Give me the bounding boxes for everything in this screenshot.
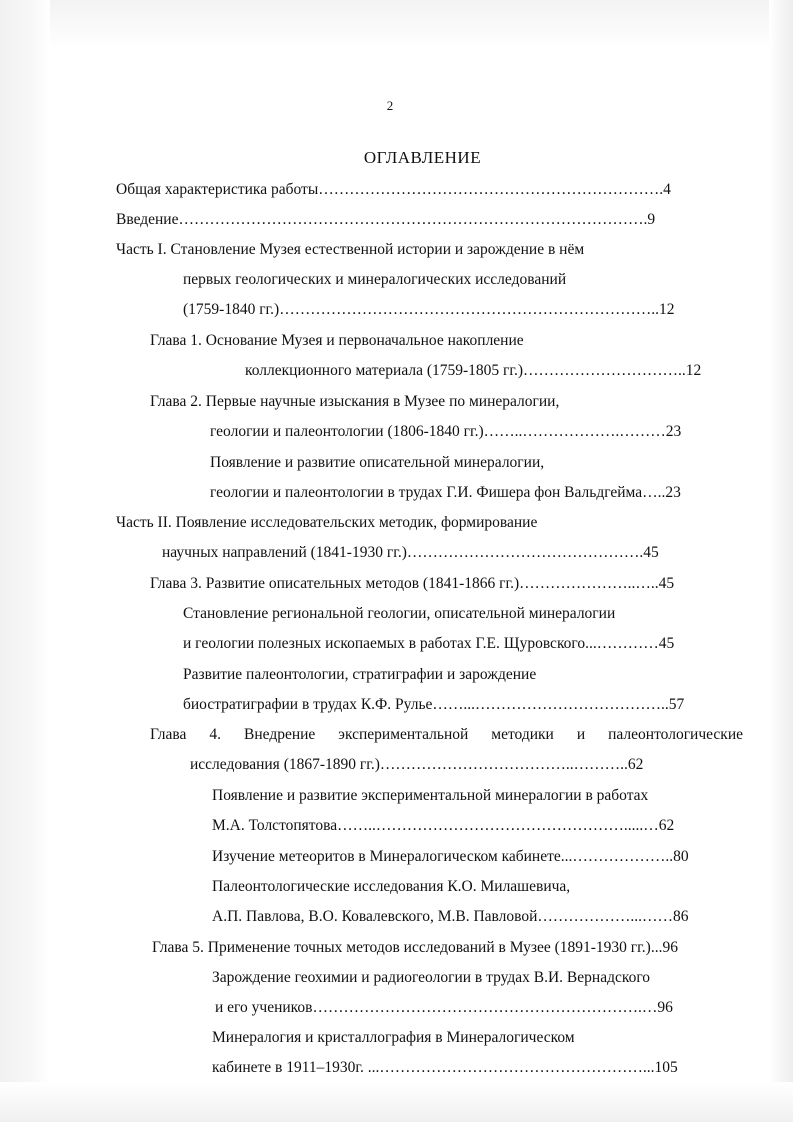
toc-entry: Становление региональной геологии, описательной минералогии — [183, 605, 616, 622]
toc-entry: Глава 2. Первые научные изыскания в Музее по минералогии, — [150, 393, 560, 410]
toc-entry: коллекционного материала (1759-1805 гг.)…………………………..12 — [245, 362, 702, 379]
toc-entry: и геологии полезных ископаемых в работах Г.Е. Щуровского...…………45 — [183, 635, 675, 652]
toc-entry: геологии и палеонтологии в трудах Г.И. Фишера фон Вальдгейма…..23 — [210, 484, 681, 501]
scan-shadow-top — [0, 0, 793, 50]
toc-entry: кабинете в 1911–1930г. ...……………………………………………...105 — [212, 1059, 678, 1076]
toc-entry: Часть I. Становление Музея естественной истории и зарождение в нём — [116, 241, 585, 258]
toc-entry: научных направлений (1841-1930 гг.)……………………………………….45 — [162, 544, 659, 561]
toc-entry: Глава 5. Применение точных методов исследований в Музее (1891-1930 гг.)...96 — [152, 939, 678, 956]
scan-shadow-right — [769, 0, 793, 1122]
toc-entry: Введение……………………………………………………………………………….9 — [116, 211, 656, 228]
page-title: ОГЛАВЛЕНИЕ — [363, 148, 482, 167]
scan-shadow-bottom — [0, 1082, 793, 1122]
toc-entry: Палеонтологические исследования К.О. Милашевича, — [212, 878, 571, 895]
toc-entry: М.А. Толстопятова……..………………………………………….....…62 — [212, 817, 675, 834]
toc-entry: А.П. Павлова, В.О. Ковалевского, М.В. Павловой………………...……86 — [212, 908, 689, 925]
toc-entry: биостратиграфии в трудах К.Ф. Рулье……...………………………………..57 — [183, 696, 685, 713]
toc-entry: Глава 4. Внедрение экспериментальной методики и палеонтологические — [150, 726, 743, 743]
toc-entry: Зарождение геохимии и радиогеологии в трудах В.И. Вернадского — [212, 969, 651, 986]
toc-entry: Часть II. Появление исследовательских методик, формирование — [116, 514, 538, 531]
toc-entry: Появление и развитие описательной минералогии, — [210, 454, 545, 471]
toc-entry: Изучение метеоритов в Минералогическом кабинете...………………..80 — [212, 848, 689, 865]
scan-shadow-left — [0, 0, 50, 1122]
toc-entry: Появление и развитие экспериментальной минералогии в работах — [212, 787, 649, 804]
toc-entry: и его учеников……………………………………………………….…96 — [215, 999, 673, 1016]
toc-entry: Минералогия и кристаллография в Минералогическом — [212, 1029, 575, 1046]
toc-entry: геологии и палеонтологии (1806-1840 гг.)……..……………….………23 — [210, 423, 682, 440]
page-number: 2 — [386, 98, 394, 113]
toc-entry: первых геологических и минералогических исследований — [183, 271, 567, 288]
toc-entry: Общая характеристика работы………………………………………………………….4 — [116, 181, 671, 198]
toc-entry: (1759-1840 гг.)………………………………………………………………..12 — [183, 301, 675, 318]
toc-entry: Развитие палеонтологии, стратиграфии и зарождение — [183, 666, 537, 683]
toc-entry: Глава 3. Развитие описательных методов (1841-1866 гг.)…………………..…..45 — [150, 575, 675, 592]
toc-entry: Глава 1. Основание Музея и первоначальное накопление — [150, 332, 524, 349]
toc-entry: исследования (1867-1890 гг.)………………………………..………..62 — [190, 756, 644, 773]
